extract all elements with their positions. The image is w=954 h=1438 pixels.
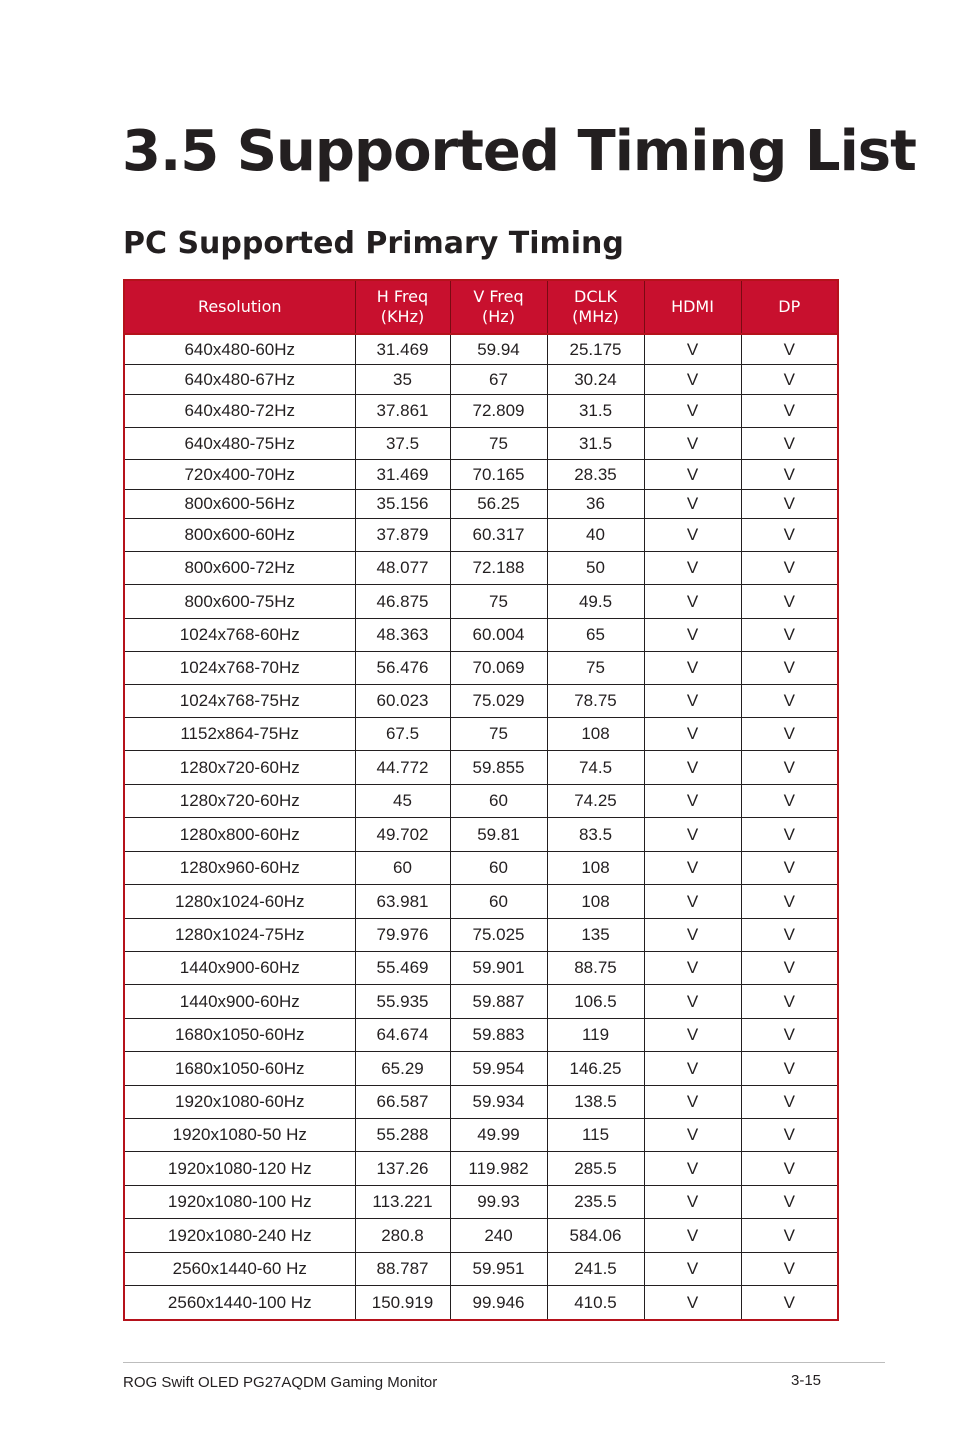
cell-v-freq: 99.946 <box>450 1286 547 1321</box>
cell-h-freq: 137.26 <box>355 1152 450 1186</box>
cell-hdmi: V <box>644 585 741 619</box>
cell-resolution: 640x480-75Hz <box>124 428 355 460</box>
table-row <box>124 490 838 519</box>
header-hdmi: HDMI <box>644 280 741 334</box>
table-header-row <box>124 280 838 334</box>
cell-v-freq: 59.855 <box>450 751 547 785</box>
cell-dp: V <box>741 1152 838 1186</box>
cell-hdmi: V <box>644 460 741 490</box>
cell-dp: V <box>741 818 838 852</box>
cell-v-freq: 60.004 <box>450 619 547 652</box>
table-row <box>124 1152 838 1186</box>
cell-v-freq: 75 <box>450 585 547 619</box>
cell-hdmi: V <box>644 1019 741 1052</box>
cell-dclk: 65 <box>547 619 644 652</box>
cell-resolution: 800x600-60Hz <box>124 519 355 552</box>
table-row <box>124 751 838 785</box>
cell-v-freq: 60 <box>450 852 547 885</box>
timing-table-body <box>124 334 838 1320</box>
cell-dclk: 40 <box>547 519 644 552</box>
cell-dclk: 584.06 <box>547 1219 644 1253</box>
cell-dclk: 78.75 <box>547 685 644 718</box>
cell-v-freq: 59.94 <box>450 334 547 365</box>
cell-hdmi: V <box>644 1152 741 1186</box>
header-resolution: Resolution <box>124 280 355 334</box>
cell-hdmi: V <box>644 952 741 985</box>
cell-h-freq: 55.935 <box>355 985 450 1019</box>
cell-h-freq: 31.469 <box>355 460 450 490</box>
cell-v-freq: 59.951 <box>450 1253 547 1286</box>
cell-h-freq: 35 <box>355 365 450 395</box>
cell-resolution: 1024x768-75Hz <box>124 685 355 718</box>
timing-table <box>123 279 839 1321</box>
cell-dp: V <box>741 751 838 785</box>
cell-resolution: 1680x1050-60Hz <box>124 1019 355 1052</box>
cell-h-freq: 63.981 <box>355 885 450 919</box>
cell-hdmi: V <box>644 751 741 785</box>
cell-resolution: 1920x1080-120 Hz <box>124 1152 355 1186</box>
footer-page-number: 3-15 <box>791 1372 822 1389</box>
section-title: PC Supported Primary Timing <box>123 226 624 261</box>
page-title: 3.5 Supported Timing List <box>122 119 916 184</box>
cell-resolution: 640x480-60Hz <box>124 334 355 365</box>
cell-dclk: 115 <box>547 1119 644 1152</box>
cell-h-freq: 150.919 <box>355 1286 450 1321</box>
cell-h-freq: 55.288 <box>355 1119 450 1152</box>
cell-hdmi: V <box>644 1286 741 1321</box>
header-h-freq: H Freq (KHz) <box>355 280 450 334</box>
cell-hdmi: V <box>644 919 741 952</box>
cell-dp: V <box>741 885 838 919</box>
cell-h-freq: 65.29 <box>355 1052 450 1086</box>
cell-resolution: 640x480-67Hz <box>124 365 355 395</box>
cell-resolution: 1280x720-60Hz <box>124 751 355 785</box>
cell-v-freq: 59.887 <box>450 985 547 1019</box>
footer-product-name: ROG Swift OLED PG27AQDM Gaming Monitor <box>123 1374 438 1391</box>
cell-v-freq: 59.954 <box>450 1052 547 1086</box>
header-v-freq: V Freq (Hz) <box>450 280 547 334</box>
cell-dp: V <box>741 852 838 885</box>
cell-dp: V <box>741 460 838 490</box>
cell-dp: V <box>741 1286 838 1321</box>
cell-v-freq: 59.883 <box>450 1019 547 1052</box>
cell-v-freq: 75.025 <box>450 919 547 952</box>
table-row <box>124 585 838 619</box>
cell-hdmi: V <box>644 885 741 919</box>
table-row <box>124 552 838 585</box>
cell-resolution: 2560x1440-100 Hz <box>124 1286 355 1321</box>
cell-dp: V <box>741 1186 838 1219</box>
table-row <box>124 852 838 885</box>
cell-hdmi: V <box>644 685 741 718</box>
cell-resolution: 1920x1080-50 Hz <box>124 1119 355 1152</box>
cell-resolution: 640x480-72Hz <box>124 395 355 428</box>
cell-dp: V <box>741 552 838 585</box>
footer-divider <box>123 1362 885 1363</box>
cell-hdmi: V <box>644 1253 741 1286</box>
cell-h-freq: 46.875 <box>355 585 450 619</box>
cell-dclk: 410.5 <box>547 1286 644 1321</box>
cell-h-freq: 37.879 <box>355 519 450 552</box>
cell-v-freq: 70.165 <box>450 460 547 490</box>
table-row <box>124 1286 838 1321</box>
cell-h-freq: 44.772 <box>355 751 450 785</box>
cell-dp: V <box>741 1052 838 1086</box>
cell-h-freq: 66.587 <box>355 1086 450 1119</box>
cell-v-freq: 70.069 <box>450 652 547 685</box>
cell-hdmi: V <box>644 818 741 852</box>
table-row <box>124 685 838 718</box>
cell-dp: V <box>741 365 838 395</box>
cell-resolution: 1280x960-60Hz <box>124 852 355 885</box>
table-row <box>124 619 838 652</box>
cell-dclk: 74.25 <box>547 785 644 818</box>
cell-dp: V <box>741 952 838 985</box>
cell-dclk: 25.175 <box>547 334 644 365</box>
table-row <box>124 1186 838 1219</box>
cell-resolution: 1680x1050-60Hz <box>124 1052 355 1086</box>
table-row <box>124 919 838 952</box>
cell-resolution: 1280x800-60Hz <box>124 818 355 852</box>
cell-dp: V <box>741 785 838 818</box>
cell-dp: V <box>741 919 838 952</box>
cell-hdmi: V <box>644 1086 741 1119</box>
cell-h-freq: 37.861 <box>355 395 450 428</box>
table-row <box>124 395 838 428</box>
cell-dclk: 138.5 <box>547 1086 644 1119</box>
cell-v-freq: 59.901 <box>450 952 547 985</box>
table-row <box>124 1086 838 1119</box>
table-row <box>124 1119 838 1152</box>
cell-dp: V <box>741 718 838 751</box>
cell-resolution: 1440x900-60Hz <box>124 952 355 985</box>
cell-v-freq: 99.93 <box>450 1186 547 1219</box>
cell-v-freq: 72.809 <box>450 395 547 428</box>
table-row <box>124 460 838 490</box>
cell-resolution: 720x400-70Hz <box>124 460 355 490</box>
cell-dp: V <box>741 428 838 460</box>
cell-dclk: 49.5 <box>547 585 644 619</box>
cell-dp: V <box>741 1119 838 1152</box>
cell-h-freq: 67.5 <box>355 718 450 751</box>
cell-h-freq: 113.221 <box>355 1186 450 1219</box>
cell-h-freq: 60 <box>355 852 450 885</box>
cell-dclk: 31.5 <box>547 428 644 460</box>
table-row <box>124 985 838 1019</box>
cell-h-freq: 48.077 <box>355 552 450 585</box>
cell-dclk: 108 <box>547 718 644 751</box>
cell-v-freq: 59.81 <box>450 818 547 852</box>
table-row <box>124 428 838 460</box>
cell-hdmi: V <box>644 1219 741 1253</box>
cell-hdmi: V <box>644 395 741 428</box>
cell-hdmi: V <box>644 552 741 585</box>
cell-v-freq: 119.982 <box>450 1152 547 1186</box>
cell-h-freq: 45 <box>355 785 450 818</box>
cell-v-freq: 75.029 <box>450 685 547 718</box>
table-row <box>124 1219 838 1253</box>
cell-resolution: 1920x1080-60Hz <box>124 1086 355 1119</box>
cell-h-freq: 56.476 <box>355 652 450 685</box>
cell-resolution: 1024x768-60Hz <box>124 619 355 652</box>
cell-h-freq: 64.674 <box>355 1019 450 1052</box>
cell-v-freq: 60 <box>450 885 547 919</box>
table-row <box>124 785 838 818</box>
cell-v-freq: 75 <box>450 718 547 751</box>
cell-dp: V <box>741 1086 838 1119</box>
cell-v-freq: 56.25 <box>450 490 547 519</box>
table-row <box>124 718 838 751</box>
cell-dp: V <box>741 1019 838 1052</box>
cell-dp: V <box>741 585 838 619</box>
cell-dp: V <box>741 652 838 685</box>
cell-v-freq: 60 <box>450 785 547 818</box>
cell-dp: V <box>741 619 838 652</box>
cell-dclk: 235.5 <box>547 1186 644 1219</box>
cell-resolution: 2560x1440-60 Hz <box>124 1253 355 1286</box>
cell-dclk: 31.5 <box>547 395 644 428</box>
cell-dclk: 135 <box>547 919 644 952</box>
cell-dclk: 119 <box>547 1019 644 1052</box>
cell-v-freq: 72.188 <box>450 552 547 585</box>
header-dclk: DCLK (MHz) <box>547 280 644 334</box>
cell-dclk: 28.35 <box>547 460 644 490</box>
cell-resolution: 800x600-56Hz <box>124 490 355 519</box>
cell-v-freq: 67 <box>450 365 547 395</box>
cell-dp: V <box>741 985 838 1019</box>
header-dp: DP <box>741 280 838 334</box>
cell-resolution: 1440x900-60Hz <box>124 985 355 1019</box>
cell-hdmi: V <box>644 785 741 818</box>
cell-hdmi: V <box>644 365 741 395</box>
table-row <box>124 818 838 852</box>
cell-v-freq: 59.934 <box>450 1086 547 1119</box>
cell-dclk: 50 <box>547 552 644 585</box>
cell-resolution: 1280x720-60Hz <box>124 785 355 818</box>
table-row <box>124 1253 838 1286</box>
cell-dp: V <box>741 334 838 365</box>
cell-hdmi: V <box>644 652 741 685</box>
cell-hdmi: V <box>644 428 741 460</box>
cell-hdmi: V <box>644 334 741 365</box>
cell-v-freq: 240 <box>450 1219 547 1253</box>
cell-dclk: 285.5 <box>547 1152 644 1186</box>
cell-resolution: 1920x1080-240 Hz <box>124 1219 355 1253</box>
table-row <box>124 1019 838 1052</box>
cell-h-freq: 79.976 <box>355 919 450 952</box>
cell-dp: V <box>741 1219 838 1253</box>
cell-hdmi: V <box>644 619 741 652</box>
cell-dp: V <box>741 685 838 718</box>
cell-dclk: 83.5 <box>547 818 644 852</box>
cell-dclk: 88.75 <box>547 952 644 985</box>
cell-dp: V <box>741 490 838 519</box>
cell-dclk: 146.25 <box>547 1052 644 1086</box>
cell-h-freq: 48.363 <box>355 619 450 652</box>
cell-h-freq: 31.469 <box>355 334 450 365</box>
cell-resolution: 1280x1024-75Hz <box>124 919 355 952</box>
cell-dp: V <box>741 395 838 428</box>
cell-dclk: 74.5 <box>547 751 644 785</box>
cell-v-freq: 49.99 <box>450 1119 547 1152</box>
table-row <box>124 652 838 685</box>
cell-h-freq: 88.787 <box>355 1253 450 1286</box>
cell-dclk: 108 <box>547 885 644 919</box>
cell-resolution: 1920x1080-100 Hz <box>124 1186 355 1219</box>
cell-h-freq: 60.023 <box>355 685 450 718</box>
cell-hdmi: V <box>644 1186 741 1219</box>
cell-h-freq: 280.8 <box>355 1219 450 1253</box>
cell-hdmi: V <box>644 985 741 1019</box>
cell-dclk: 241.5 <box>547 1253 644 1286</box>
cell-dclk: 30.24 <box>547 365 644 395</box>
cell-hdmi: V <box>644 490 741 519</box>
cell-h-freq: 35.156 <box>355 490 450 519</box>
cell-dp: V <box>741 1253 838 1286</box>
cell-resolution: 1152x864-75Hz <box>124 718 355 751</box>
cell-h-freq: 55.469 <box>355 952 450 985</box>
table-row <box>124 365 838 395</box>
cell-hdmi: V <box>644 519 741 552</box>
cell-dp: V <box>741 519 838 552</box>
cell-dclk: 106.5 <box>547 985 644 1019</box>
cell-hdmi: V <box>644 1119 741 1152</box>
cell-h-freq: 49.702 <box>355 818 450 852</box>
table-row <box>124 952 838 985</box>
cell-h-freq: 37.5 <box>355 428 450 460</box>
cell-dclk: 108 <box>547 852 644 885</box>
cell-resolution: 800x600-72Hz <box>124 552 355 585</box>
cell-resolution: 1280x1024-60Hz <box>124 885 355 919</box>
cell-dclk: 36 <box>547 490 644 519</box>
cell-dclk: 75 <box>547 652 644 685</box>
table-row <box>124 1052 838 1086</box>
table-row <box>124 885 838 919</box>
cell-v-freq: 60.317 <box>450 519 547 552</box>
cell-v-freq: 75 <box>450 428 547 460</box>
cell-hdmi: V <box>644 852 741 885</box>
cell-hdmi: V <box>644 718 741 751</box>
table-row <box>124 334 838 365</box>
table-row <box>124 519 838 552</box>
cell-hdmi: V <box>644 1052 741 1086</box>
cell-resolution: 1024x768-70Hz <box>124 652 355 685</box>
cell-resolution: 800x600-75Hz <box>124 585 355 619</box>
